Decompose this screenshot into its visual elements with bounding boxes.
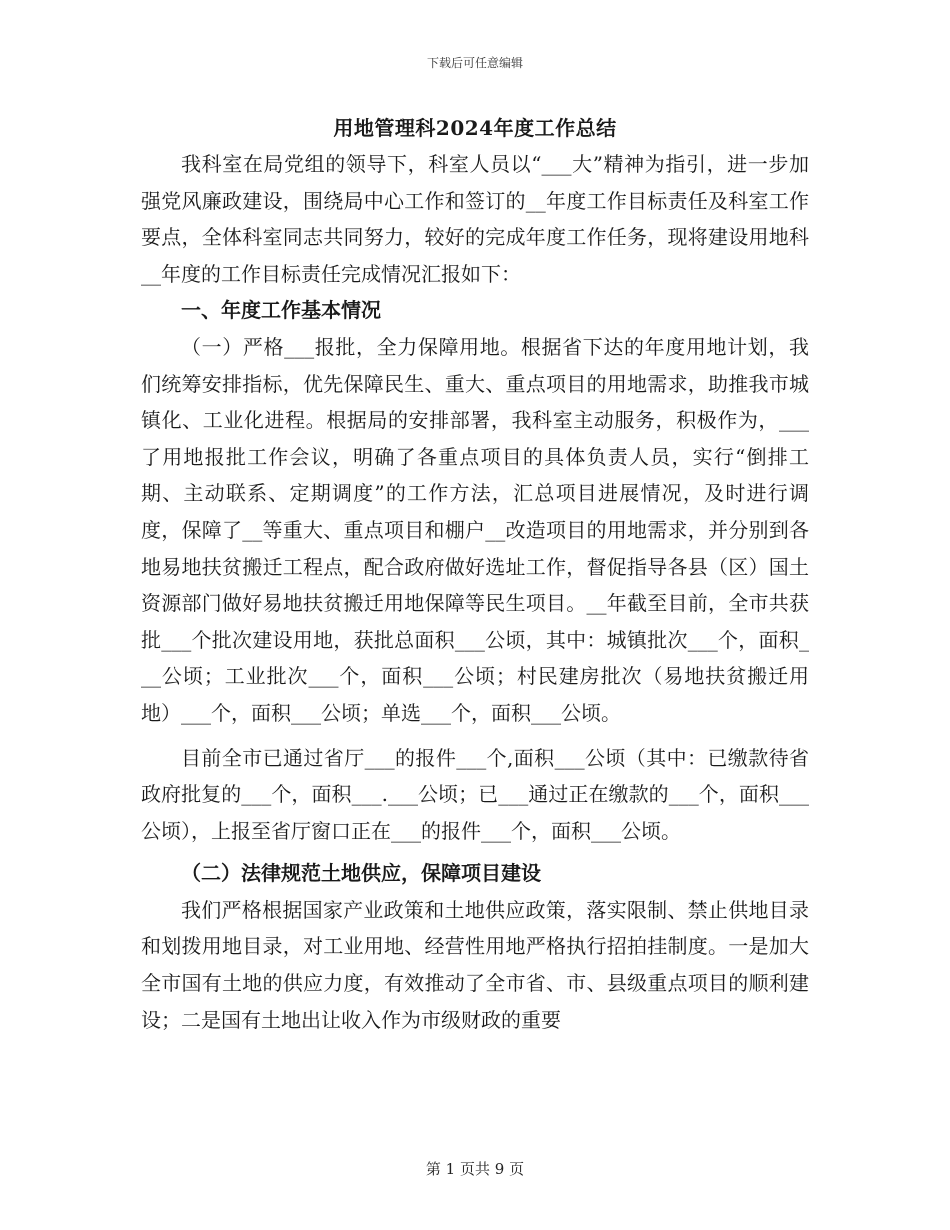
- document-body: [141, 146, 809, 1038]
- subsection-2-paragraph: 我们严格根据国家产业政策和土地供应政策，落实限制、禁止供地目录和划拨用地目录，对工业用地、经营性用地严格执行招拍挂制度。一是加大全市国有土地的供应力度，有效推动了全市省、市、县级重点项目的顺利建设；二是国有土地出让收入作为市级财政的重要: [141, 897, 809, 1032]
- page-number: 第 1 页共 9 页: [425, 1160, 525, 1178]
- page-header-note: 下载后可任意编辑: [426, 56, 523, 70]
- document-title: 用地管理科2024年度工作总结: [333, 116, 617, 140]
- subsection-1-paragraph: （一）严格___报批，全力保障用地。根据省下达的年度用地计划，我们统筹安排指标，优先保障民生、重大、重点项目的用地需求，助推我市城镇化、工业化进程。根据局的安排部署，我科室主动服务，积极作为，___了用地报批工作会议，明确了各重点项目的具体负责人员，实行“倒排工期、主动联系、定期调度”的工作方法，汇总项目进展情况，及时进行调度，保障了__等重大、重点项目和棚户__改造项目的用地需求，并分别到各地易地扶贫搬迁工程点，配合政府做好选址工作，督促指导各县（区）国土资源部门做好易地扶贫搬迁用地保障等民生项目。__年截至目前，全市共获批___个批次建设用地，获批总面积___公顷，其中：城镇批次___个，面积___公顷；工业批次___个，面积___公顷；村民建房批次（易地扶贫搬迁用地）___个，面积___公顷；单选___个，面积___公顷。: [141, 334, 809, 725]
- subsection-2-heading: （二）法律规范土地供应，保障项目建设: [181, 861, 541, 886]
- status-paragraph: 目前全市已通过省厅___的报件___个,面积___公顷（其中：已缴款待省政府批复的___个，面积___.___公顷；已___通过正在缴款的___个，面积___公顷），上报至省厅窗口正在___的报件___个，面积___公顷。: [141, 745, 809, 843]
- section-heading-1: 一、年度工作基本情况: [181, 298, 381, 323]
- intro-paragraph: 我科室在局党组的领导下，科室人员以“___大”精神为指引，进一步加强党风廉政建设，围绕局中心工作和签订的__年度工作目标责任及科室工作要点，全体科室同志共同努力，较好的完成年度工作任务，现将建设用地科__年度的工作目标责任完成情况汇报如下：: [141, 152, 809, 286]
